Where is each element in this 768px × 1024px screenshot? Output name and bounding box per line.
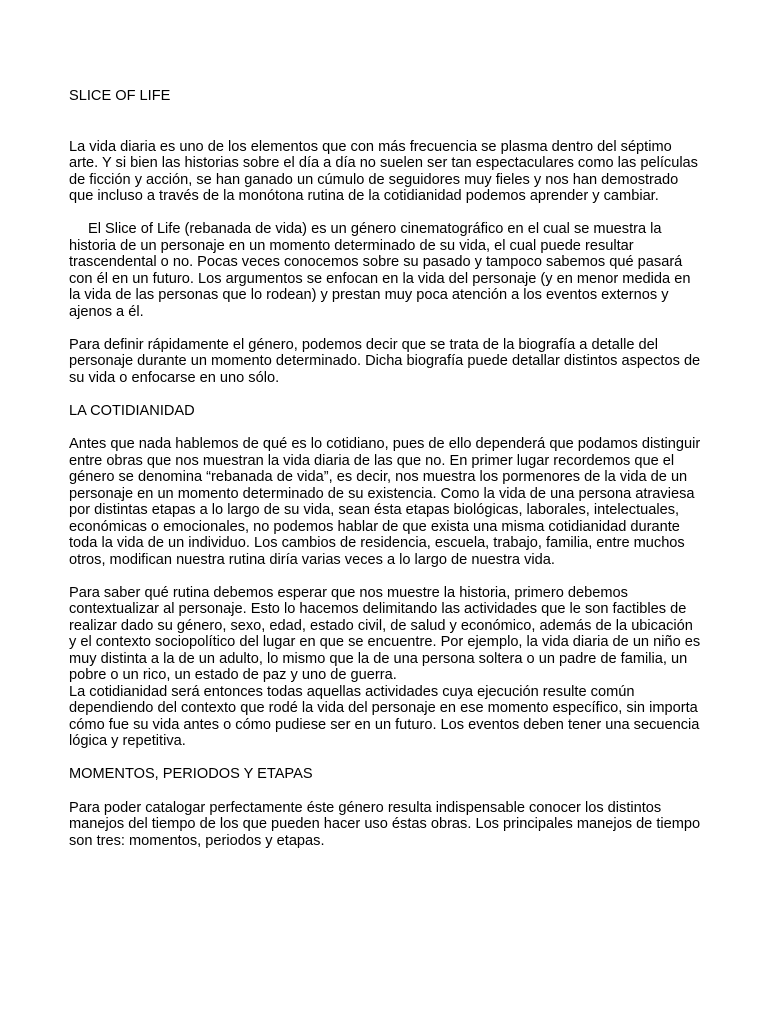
intro-paragraph-3: Para definir rápidamente el género, podemos decir que se trata de la biografía a detalle del personaje durante un momento determinado. Dicha biografía puede detallar distintos aspectos de su vida o enfocarse en uno sólo.: [69, 336, 701, 386]
intro-paragraph-2: El Slice of Life (rebanada de vida) es un género cinematográfico en el cual se muestra la historia de un personaje en un momento determinado de su vida, el cual puede resultar trascendental o no. Pocas veces conocemos sobre su pasado y tampoco sabemos qué pasará con él en un futuro. Los argumentos se enfocan en la vida del personaje (y en menor medida en la vida de las personas que lo rodean) y prestan muy poca atención a los eventos externos y ajenos a él.: [69, 221, 691, 320]
intro-paragraph-1: La vida diaria es uno de los elementos que con más frecuencia se plasma dentro del séptimo arte. Y si bien las historias sobre el día a día no suelen ser tan espectaculares como las películas de ficción y acción, se han ganado un cúmulo de seguidores muy fieles y nos han demostrado que incluso a través de la monótona rutina de la cotidianidad podemos aprender y cambiar.: [69, 138, 698, 204]
cotidianidad-paragraph-1: Antes que nada hablemos de qué es lo cotidiano, pues de ello dependerá que podamos distinguir entre obras que nos muestran la vida diaria de las que no. En primer lugar recordemos que el género se denomina “rebanada de vida”, es decir, nos muestra los pormenores de la vida de un personaje en un momento determinado de su existencia. Como la vida de una persona atraviesa por distintas etapas a lo largo de su vida, sean ésta etapas biológicas, laborales, intelectuales, económicas o emocionales, no podemos hablar de que exista una misma cotidianidad durante toda la vida de un individuo. Los cambios de residencia, escuela, trabajo, familia, entre muchos otros, modifican nuestra rutina diría varias veces a lo largo de nuestra vida.: [69, 436, 701, 568]
cotidianidad-paragraph-2: Para saber qué rutina debemos esperar que nos muestre la historia, primero debemos contextualizar al personaje. Esto lo hacemos delimitando las actividades que le son factibles de realizar dado su género, sexo, edad, estado civil, de salud y económico, además de la ubicación y el contexto sociopolítico del lugar en que se encuentre. Por ejemplo, la vida diaria de un niño es muy distinta a la de un adulto, lo mismo que la de una persona soltera o un padre de familia, un pobre o un rico, un estado de paz y uno de guerra.: [69, 584, 701, 683]
section-heading-cotidianidad: LA COTIDIANIDAD: [69, 402, 195, 419]
document-page: [69, 88, 701, 866]
document-title: SLICE OF LIFE: [69, 88, 171, 104]
cotidianidad-paragraph-3: La cotidianidad será entonces todas aquellas actividades cuya ejecución resulte común dependiendo del contexto que rodé la vida del personaje en ese momento específico, sin importa cómo fue su vida antes o cómo pudiese ser en un futuro. Los eventos deben tener una secuencia lógica y repetitiva.: [69, 683, 700, 749]
momentos-paragraph-1: Para poder catalogar perfectamente éste género resulta indispensable conocer los distintos manejos del tiempo de los que pueden hacer uso éstas obras. Los principales manejos de tiempo son tres: momentos, periodos y etapas.: [69, 799, 701, 849]
section-heading-momentos: MOMENTOS, PERIODOS Y ETAPAS: [69, 766, 313, 782]
